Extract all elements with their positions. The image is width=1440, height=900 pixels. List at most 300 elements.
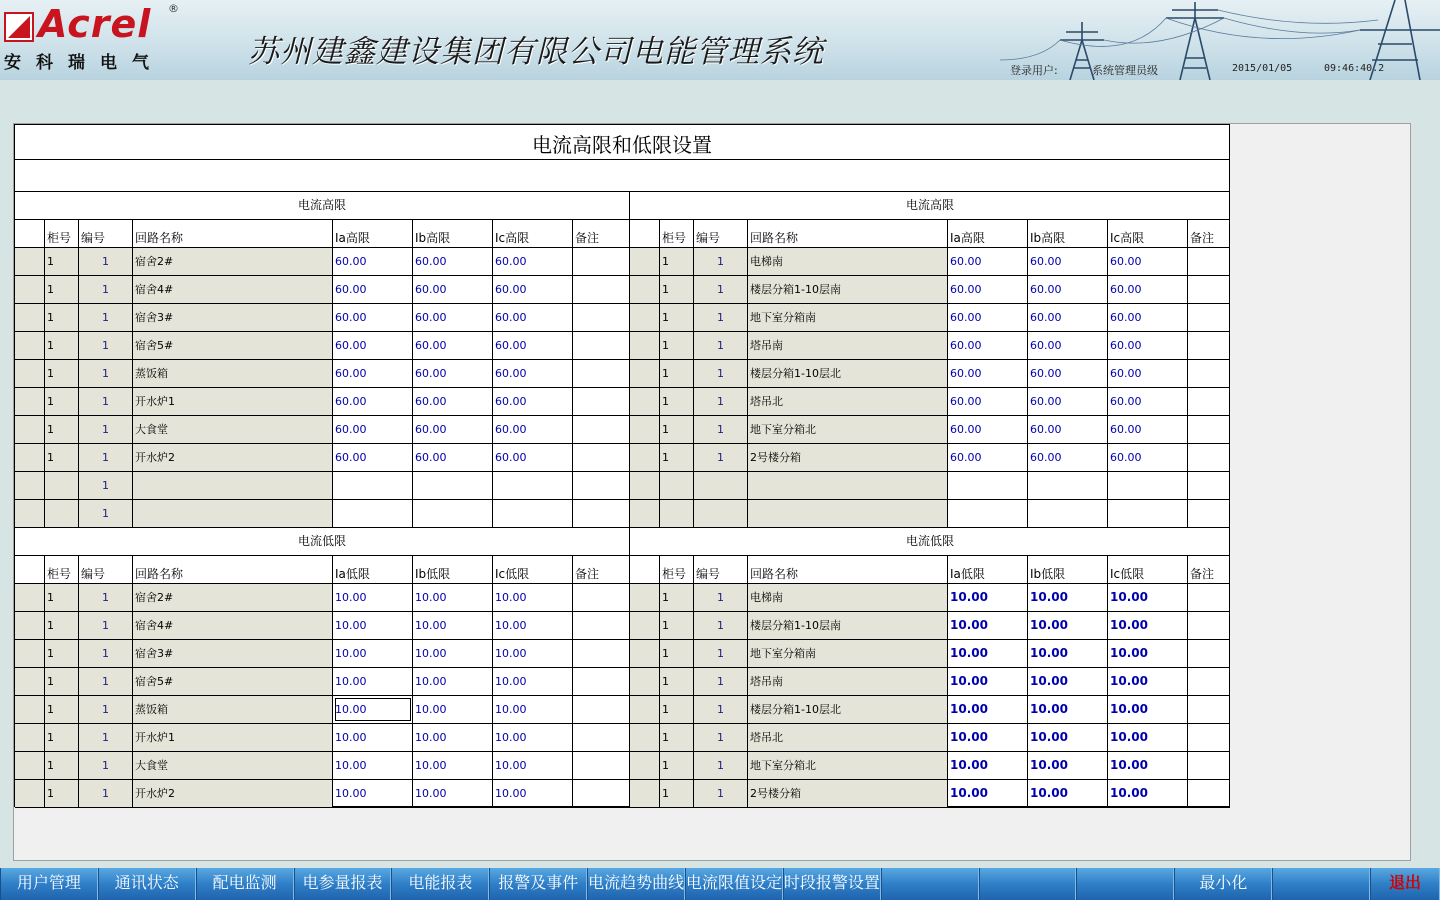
- cabinet-cell[interactable]: [45, 500, 79, 527]
- ib-value-cell[interactable]: 10.00: [1028, 584, 1108, 611]
- ia-value-cell[interactable]: 60.00: [948, 332, 1028, 359]
- number-cell[interactable]: 1: [79, 500, 133, 527]
- ib-value-cell[interactable]: 60.00: [1028, 276, 1108, 303]
- table-row[interactable]: [15, 752, 629, 780]
- cabinet-cell[interactable]: 1: [45, 640, 79, 667]
- ia-value-cell[interactable]: 60.00: [333, 248, 413, 275]
- nav-parameter-report[interactable]: 电参量报表: [294, 868, 392, 900]
- row-selector[interactable]: [630, 500, 660, 527]
- table-row[interactable]: [630, 248, 1230, 276]
- row-selector[interactable]: [630, 472, 660, 499]
- ic-value-cell[interactable]: 60.00: [493, 388, 573, 415]
- nav-power-monitoring[interactable]: 配电监测: [196, 868, 294, 900]
- ib-value-cell[interactable]: 60.00: [1028, 248, 1108, 275]
- cabinet-cell[interactable]: 1: [45, 668, 79, 695]
- nav-user-management[interactable]: 用户管理: [0, 868, 98, 900]
- ib-value-cell[interactable]: 60.00: [413, 388, 493, 415]
- circuit-name-cell[interactable]: 宿舍2#: [133, 584, 333, 611]
- number-cell[interactable]: 1: [694, 304, 748, 331]
- note-cell[interactable]: [1188, 248, 1230, 275]
- note-cell[interactable]: [1188, 332, 1230, 359]
- row-selector[interactable]: [15, 332, 45, 359]
- circuit-name-cell[interactable]: 蒸饭箱: [133, 696, 333, 723]
- circuit-name-cell[interactable]: 开水炉2: [133, 780, 333, 807]
- note-cell[interactable]: [1188, 752, 1230, 779]
- ia-value-cell[interactable]: 10.00: [948, 584, 1028, 611]
- cabinet-cell[interactable]: 1: [45, 304, 79, 331]
- row-selector[interactable]: [630, 444, 660, 471]
- row-selector[interactable]: [15, 696, 45, 723]
- row-selector[interactable]: [15, 584, 45, 611]
- ic-value-cell[interactable]: 10.00: [1108, 696, 1188, 723]
- note-cell[interactable]: [1188, 696, 1230, 723]
- ic-value-cell[interactable]: 60.00: [493, 248, 573, 275]
- circuit-name-cell[interactable]: 塔吊北: [748, 388, 948, 415]
- cabinet-cell[interactable]: [660, 472, 694, 499]
- number-cell[interactable]: 1: [694, 640, 748, 667]
- number-cell[interactable]: 1: [79, 724, 133, 751]
- circuit-name-cell[interactable]: 宿舍5#: [133, 668, 333, 695]
- ic-value-cell[interactable]: 60.00: [493, 444, 573, 471]
- ia-value-cell[interactable]: 60.00: [948, 360, 1028, 387]
- cabinet-cell[interactable]: 1: [45, 780, 79, 807]
- ia-value-cell[interactable]: 10.00: [333, 752, 413, 779]
- ia-value-cell[interactable]: 60.00: [333, 332, 413, 359]
- table-row[interactable]: [630, 444, 1230, 472]
- note-cell[interactable]: [573, 668, 629, 695]
- row-selector[interactable]: [15, 304, 45, 331]
- table-row[interactable]: [630, 584, 1230, 612]
- ic-value-cell[interactable]: 10.00: [1108, 752, 1188, 779]
- table-row[interactable]: [630, 752, 1230, 780]
- row-selector[interactable]: [630, 752, 660, 779]
- number-cell[interactable]: 1: [694, 584, 748, 611]
- number-cell[interactable]: 1: [694, 780, 748, 807]
- number-cell[interactable]: 1: [79, 584, 133, 611]
- ib-value-cell[interactable]: 60.00: [413, 416, 493, 443]
- ic-value-cell[interactable]: 10.00: [1108, 780, 1188, 807]
- ib-value-cell[interactable]: 10.00: [1028, 696, 1108, 723]
- ib-value-cell[interactable]: 10.00: [413, 668, 493, 695]
- table-row[interactable]: [630, 640, 1230, 668]
- circuit-name-cell[interactable]: 塔吊北: [748, 724, 948, 751]
- row-selector[interactable]: [15, 612, 45, 639]
- row-selector[interactable]: [630, 780, 660, 807]
- ic-value-cell[interactable]: [1108, 472, 1188, 499]
- ia-value-cell[interactable]: 60.00: [333, 304, 413, 331]
- number-cell[interactable]: 1: [79, 304, 133, 331]
- circuit-name-cell[interactable]: [133, 472, 333, 499]
- row-selector[interactable]: [15, 500, 45, 527]
- note-cell[interactable]: [573, 752, 629, 779]
- number-cell[interactable]: 1: [694, 360, 748, 387]
- circuit-name-cell[interactable]: 大食堂: [133, 752, 333, 779]
- ia-value-cell[interactable]: 60.00: [948, 304, 1028, 331]
- cabinet-cell[interactable]: 1: [660, 696, 694, 723]
- cabinet-cell[interactable]: 1: [45, 360, 79, 387]
- table-row[interactable]: [630, 388, 1230, 416]
- cabinet-cell[interactable]: 1: [660, 752, 694, 779]
- ib-value-cell[interactable]: [413, 472, 493, 499]
- circuit-name-cell[interactable]: 电梯南: [748, 584, 948, 611]
- ib-value-cell[interactable]: 10.00: [413, 584, 493, 611]
- ia-value-cell[interactable]: 10.00: [333, 780, 413, 807]
- table-row[interactable]: [630, 780, 1230, 808]
- ia-value-cell[interactable]: 10.00: [333, 696, 413, 723]
- number-cell[interactable]: 1: [79, 752, 133, 779]
- ia-value-cell[interactable]: [948, 472, 1028, 499]
- number-cell[interactable]: 1: [694, 612, 748, 639]
- row-selector[interactable]: [15, 724, 45, 751]
- ic-value-cell[interactable]: 10.00: [493, 780, 573, 807]
- number-cell[interactable]: 1: [694, 388, 748, 415]
- cabinet-cell[interactable]: 1: [45, 724, 79, 751]
- cabinet-cell[interactable]: 1: [45, 444, 79, 471]
- table-row[interactable]: [15, 388, 629, 416]
- table-row[interactable]: [15, 724, 629, 752]
- row-selector[interactable]: [15, 444, 45, 471]
- table-row[interactable]: [15, 444, 629, 472]
- table-row[interactable]: [15, 500, 629, 528]
- row-selector[interactable]: [630, 388, 660, 415]
- number-cell[interactable]: [694, 472, 748, 499]
- note-cell[interactable]: [1188, 416, 1230, 443]
- cabinet-cell[interactable]: 1: [45, 752, 79, 779]
- cabinet-cell[interactable]: 1: [45, 612, 79, 639]
- ic-value-cell[interactable]: 60.00: [1108, 360, 1188, 387]
- table-row[interactable]: [630, 360, 1230, 388]
- note-cell[interactable]: [1188, 668, 1230, 695]
- note-cell[interactable]: [573, 612, 629, 639]
- table-row[interactable]: [630, 276, 1230, 304]
- ib-value-cell[interactable]: 10.00: [413, 612, 493, 639]
- note-cell[interactable]: [1188, 276, 1230, 303]
- number-cell[interactable]: 1: [79, 444, 133, 471]
- note-cell[interactable]: [1188, 472, 1230, 499]
- nav-period-alarm-setting[interactable]: 时段报警设置: [783, 868, 881, 900]
- table-row[interactable]: [15, 416, 629, 444]
- cabinet-cell[interactable]: 1: [660, 640, 694, 667]
- note-cell[interactable]: [573, 696, 629, 723]
- row-selector[interactable]: [630, 584, 660, 611]
- nav-current-trend[interactable]: 电流趋势曲线: [587, 868, 685, 900]
- table-row[interactable]: [630, 668, 1230, 696]
- cabinet-cell[interactable]: 1: [660, 724, 694, 751]
- cabinet-cell[interactable]: 1: [660, 248, 694, 275]
- circuit-name-cell[interactable]: 地下室分箱南: [748, 304, 948, 331]
- table-row[interactable]: [15, 780, 629, 808]
- number-cell[interactable]: 1: [694, 248, 748, 275]
- row-selector[interactable]: [630, 724, 660, 751]
- ib-value-cell[interactable]: 10.00: [1028, 780, 1108, 807]
- number-cell[interactable]: 1: [694, 696, 748, 723]
- ib-value-cell[interactable]: 60.00: [413, 444, 493, 471]
- cabinet-cell[interactable]: [660, 500, 694, 527]
- ib-value-cell[interactable]: 10.00: [413, 780, 493, 807]
- ia-value-cell[interactable]: 10.00: [948, 668, 1028, 695]
- ib-value-cell[interactable]: [1028, 500, 1108, 527]
- cabinet-cell[interactable]: 1: [45, 332, 79, 359]
- circuit-name-cell[interactable]: 塔吊南: [748, 668, 948, 695]
- table-row[interactable]: [15, 668, 629, 696]
- ia-value-cell[interactable]: 10.00: [948, 696, 1028, 723]
- cabinet-cell[interactable]: 1: [45, 416, 79, 443]
- ib-value-cell[interactable]: 60.00: [413, 360, 493, 387]
- number-cell[interactable]: 1: [79, 416, 133, 443]
- note-cell[interactable]: [573, 472, 629, 499]
- number-cell[interactable]: 1: [694, 724, 748, 751]
- minimize-button[interactable]: 最小化: [1174, 868, 1272, 900]
- circuit-name-cell[interactable]: [748, 472, 948, 499]
- ib-value-cell[interactable]: 60.00: [1028, 360, 1108, 387]
- circuit-name-cell[interactable]: 楼层分箱1-10层北: [748, 696, 948, 723]
- row-selector[interactable]: [630, 304, 660, 331]
- table-row[interactable]: [15, 696, 629, 724]
- ib-value-cell[interactable]: 10.00: [1028, 612, 1108, 639]
- ib-value-cell[interactable]: 60.00: [413, 304, 493, 331]
- ib-value-cell[interactable]: 60.00: [1028, 444, 1108, 471]
- circuit-name-cell[interactable]: 宿舍5#: [133, 332, 333, 359]
- ic-value-cell[interactable]: 10.00: [493, 584, 573, 611]
- ia-value-cell[interactable]: 10.00: [333, 640, 413, 667]
- ic-value-cell[interactable]: 10.00: [493, 668, 573, 695]
- note-cell[interactable]: [1188, 304, 1230, 331]
- note-cell[interactable]: [1188, 612, 1230, 639]
- note-cell[interactable]: [1188, 640, 1230, 667]
- circuit-name-cell[interactable]: 塔吊南: [748, 332, 948, 359]
- number-cell[interactable]: 1: [79, 780, 133, 807]
- note-cell[interactable]: [573, 388, 629, 415]
- table-row[interactable]: [15, 332, 629, 360]
- ib-value-cell[interactable]: 60.00: [1028, 388, 1108, 415]
- ic-value-cell[interactable]: 10.00: [493, 724, 573, 751]
- circuit-name-cell[interactable]: 楼层分箱1-10层北: [748, 360, 948, 387]
- ic-value-cell[interactable]: 60.00: [1108, 304, 1188, 331]
- row-selector[interactable]: [15, 276, 45, 303]
- note-cell[interactable]: [1188, 724, 1230, 751]
- row-selector[interactable]: [15, 472, 45, 499]
- circuit-name-cell[interactable]: 大食堂: [133, 416, 333, 443]
- table-row[interactable]: [15, 360, 629, 388]
- row-selector[interactable]: [15, 360, 45, 387]
- nav-current-limit-setting[interactable]: 电流限值设定: [685, 868, 783, 900]
- ic-value-cell[interactable]: [493, 500, 573, 527]
- ic-value-cell[interactable]: 10.00: [1108, 640, 1188, 667]
- circuit-name-cell[interactable]: 楼层分箱1-10层南: [748, 612, 948, 639]
- note-cell[interactable]: [573, 444, 629, 471]
- circuit-name-cell[interactable]: 蒸饭箱: [133, 360, 333, 387]
- ic-value-cell[interactable]: 60.00: [1108, 276, 1188, 303]
- note-cell[interactable]: [1188, 388, 1230, 415]
- cabinet-cell[interactable]: 1: [45, 276, 79, 303]
- table-row[interactable]: [15, 640, 629, 668]
- note-cell[interactable]: [573, 360, 629, 387]
- table-row[interactable]: [630, 724, 1230, 752]
- circuit-name-cell[interactable]: 地下室分箱北: [748, 416, 948, 443]
- row-selector[interactable]: [630, 360, 660, 387]
- ia-value-cell[interactable]: 10.00: [948, 612, 1028, 639]
- table-row[interactable]: [15, 248, 629, 276]
- number-cell[interactable]: 1: [79, 472, 133, 499]
- ia-value-cell[interactable]: 10.00: [333, 668, 413, 695]
- nav-comm-status[interactable]: 通讯状态: [98, 868, 196, 900]
- note-cell[interactable]: [573, 724, 629, 751]
- ib-value-cell[interactable]: 10.00: [1028, 752, 1108, 779]
- ic-value-cell[interactable]: [493, 472, 573, 499]
- circuit-name-cell[interactable]: [133, 500, 333, 527]
- ib-value-cell[interactable]: 60.00: [1028, 332, 1108, 359]
- number-cell[interactable]: 1: [694, 416, 748, 443]
- circuit-name-cell[interactable]: 电梯南: [748, 248, 948, 275]
- ia-value-cell[interactable]: 60.00: [333, 444, 413, 471]
- ia-value-cell[interactable]: 60.00: [948, 416, 1028, 443]
- ia-value-cell[interactable]: 10.00: [333, 612, 413, 639]
- row-selector[interactable]: [630, 668, 660, 695]
- cabinet-cell[interactable]: 1: [660, 444, 694, 471]
- row-selector[interactable]: [630, 612, 660, 639]
- circuit-name-cell[interactable]: 宿舍4#: [133, 612, 333, 639]
- ia-value-cell[interactable]: 60.00: [333, 360, 413, 387]
- number-cell[interactable]: 1: [79, 668, 133, 695]
- ia-value-cell[interactable]: 10.00: [948, 640, 1028, 667]
- number-cell[interactable]: 1: [694, 444, 748, 471]
- note-cell[interactable]: [573, 416, 629, 443]
- table-row[interactable]: [630, 472, 1230, 500]
- ia-value-cell[interactable]: [333, 472, 413, 499]
- ia-value-cell[interactable]: 60.00: [948, 444, 1028, 471]
- ic-value-cell[interactable]: 60.00: [1108, 332, 1188, 359]
- row-selector[interactable]: [630, 416, 660, 443]
- ic-value-cell[interactable]: 10.00: [493, 640, 573, 667]
- note-cell[interactable]: [573, 780, 629, 807]
- row-selector[interactable]: [630, 276, 660, 303]
- cabinet-cell[interactable]: 1: [660, 276, 694, 303]
- table-row[interactable]: [15, 584, 629, 612]
- nav-alarm-events[interactable]: 报警及事件: [489, 868, 587, 900]
- ic-value-cell[interactable]: 10.00: [1108, 584, 1188, 611]
- ib-value-cell[interactable]: 10.00: [413, 696, 493, 723]
- number-cell[interactable]: 1: [694, 668, 748, 695]
- row-selector[interactable]: [630, 696, 660, 723]
- note-cell[interactable]: [1188, 584, 1230, 611]
- ib-value-cell[interactable]: 10.00: [1028, 668, 1108, 695]
- number-cell[interactable]: 1: [694, 752, 748, 779]
- note-cell[interactable]: [1188, 500, 1230, 527]
- circuit-name-cell[interactable]: 楼层分箱1-10层南: [748, 276, 948, 303]
- cabinet-cell[interactable]: 1: [45, 584, 79, 611]
- circuit-name-cell[interactable]: [748, 500, 948, 527]
- circuit-name-cell[interactable]: 宿舍3#: [133, 640, 333, 667]
- ia-value-cell[interactable]: 60.00: [333, 276, 413, 303]
- note-cell[interactable]: [573, 640, 629, 667]
- ib-value-cell[interactable]: 60.00: [1028, 304, 1108, 331]
- cabinet-cell[interactable]: [45, 472, 79, 499]
- cabinet-cell[interactable]: 1: [660, 388, 694, 415]
- ib-value-cell[interactable]: 10.00: [413, 724, 493, 751]
- ic-value-cell[interactable]: 10.00: [1108, 668, 1188, 695]
- note-cell[interactable]: [573, 500, 629, 527]
- table-row[interactable]: [15, 472, 629, 500]
- ib-value-cell[interactable]: 10.00: [1028, 640, 1108, 667]
- ic-value-cell[interactable]: 60.00: [493, 416, 573, 443]
- ib-value-cell[interactable]: [1028, 472, 1108, 499]
- row-selector[interactable]: [15, 640, 45, 667]
- circuit-name-cell[interactable]: 地下室分箱南: [748, 640, 948, 667]
- ia-value-cell[interactable]: [333, 500, 413, 527]
- ib-value-cell[interactable]: 10.00: [413, 752, 493, 779]
- ia-value-cell[interactable]: 10.00: [948, 752, 1028, 779]
- ic-value-cell[interactable]: 10.00: [1108, 724, 1188, 751]
- table-row[interactable]: [630, 332, 1230, 360]
- circuit-name-cell[interactable]: 宿舍2#: [133, 248, 333, 275]
- circuit-name-cell[interactable]: 地下室分箱北: [748, 752, 948, 779]
- ib-value-cell[interactable]: 10.00: [413, 640, 493, 667]
- cabinet-cell[interactable]: 1: [45, 696, 79, 723]
- ia-value-cell[interactable]: 60.00: [948, 388, 1028, 415]
- circuit-name-cell[interactable]: 开水炉1: [133, 724, 333, 751]
- note-cell[interactable]: [1188, 444, 1230, 471]
- note-cell[interactable]: [1188, 360, 1230, 387]
- ic-value-cell[interactable]: 60.00: [1108, 444, 1188, 471]
- table-row[interactable]: [630, 416, 1230, 444]
- number-cell[interactable]: [694, 500, 748, 527]
- cabinet-cell[interactable]: 1: [660, 332, 694, 359]
- ic-value-cell[interactable]: 60.00: [493, 332, 573, 359]
- table-row[interactable]: [630, 612, 1230, 640]
- number-cell[interactable]: 1: [79, 360, 133, 387]
- table-row[interactable]: [630, 696, 1230, 724]
- ia-value-cell[interactable]: 60.00: [948, 248, 1028, 275]
- ic-value-cell[interactable]: 60.00: [493, 360, 573, 387]
- ic-value-cell[interactable]: 60.00: [1108, 416, 1188, 443]
- ia-value-cell[interactable]: 60.00: [948, 276, 1028, 303]
- table-row[interactable]: [15, 612, 629, 640]
- row-selector[interactable]: [630, 248, 660, 275]
- number-cell[interactable]: 1: [79, 276, 133, 303]
- exit-button[interactable]: 退出: [1370, 868, 1440, 900]
- table-row[interactable]: [630, 304, 1230, 332]
- note-cell[interactable]: [573, 304, 629, 331]
- row-selector[interactable]: [15, 248, 45, 275]
- nav-energy-report[interactable]: 电能报表: [391, 868, 489, 900]
- circuit-name-cell[interactable]: 开水炉2: [133, 444, 333, 471]
- row-selector[interactable]: [15, 388, 45, 415]
- cabinet-cell[interactable]: 1: [45, 248, 79, 275]
- ic-value-cell[interactable]: 10.00: [1108, 612, 1188, 639]
- ic-value-cell[interactable]: 10.00: [493, 752, 573, 779]
- ib-value-cell[interactable]: 60.00: [413, 248, 493, 275]
- ib-value-cell[interactable]: [413, 500, 493, 527]
- circuit-name-cell[interactable]: 宿舍4#: [133, 276, 333, 303]
- ib-value-cell[interactable]: 60.00: [413, 276, 493, 303]
- row-selector[interactable]: [630, 640, 660, 667]
- note-cell[interactable]: [573, 276, 629, 303]
- row-selector[interactable]: [15, 752, 45, 779]
- circuit-name-cell[interactable]: 开水炉1: [133, 388, 333, 415]
- ib-value-cell[interactable]: 60.00: [1028, 416, 1108, 443]
- row-selector[interactable]: [15, 668, 45, 695]
- number-cell[interactable]: 1: [79, 388, 133, 415]
- ic-value-cell[interactable]: [1108, 500, 1188, 527]
- cabinet-cell[interactable]: 1: [660, 612, 694, 639]
- table-row[interactable]: [630, 500, 1230, 528]
- ia-value-cell[interactable]: 60.00: [333, 416, 413, 443]
- number-cell[interactable]: 1: [694, 276, 748, 303]
- circuit-name-cell[interactable]: 宿舍3#: [133, 304, 333, 331]
- ia-value-cell[interactable]: 10.00: [948, 724, 1028, 751]
- ic-value-cell[interactable]: 60.00: [1108, 388, 1188, 415]
- table-row[interactable]: [15, 304, 629, 332]
